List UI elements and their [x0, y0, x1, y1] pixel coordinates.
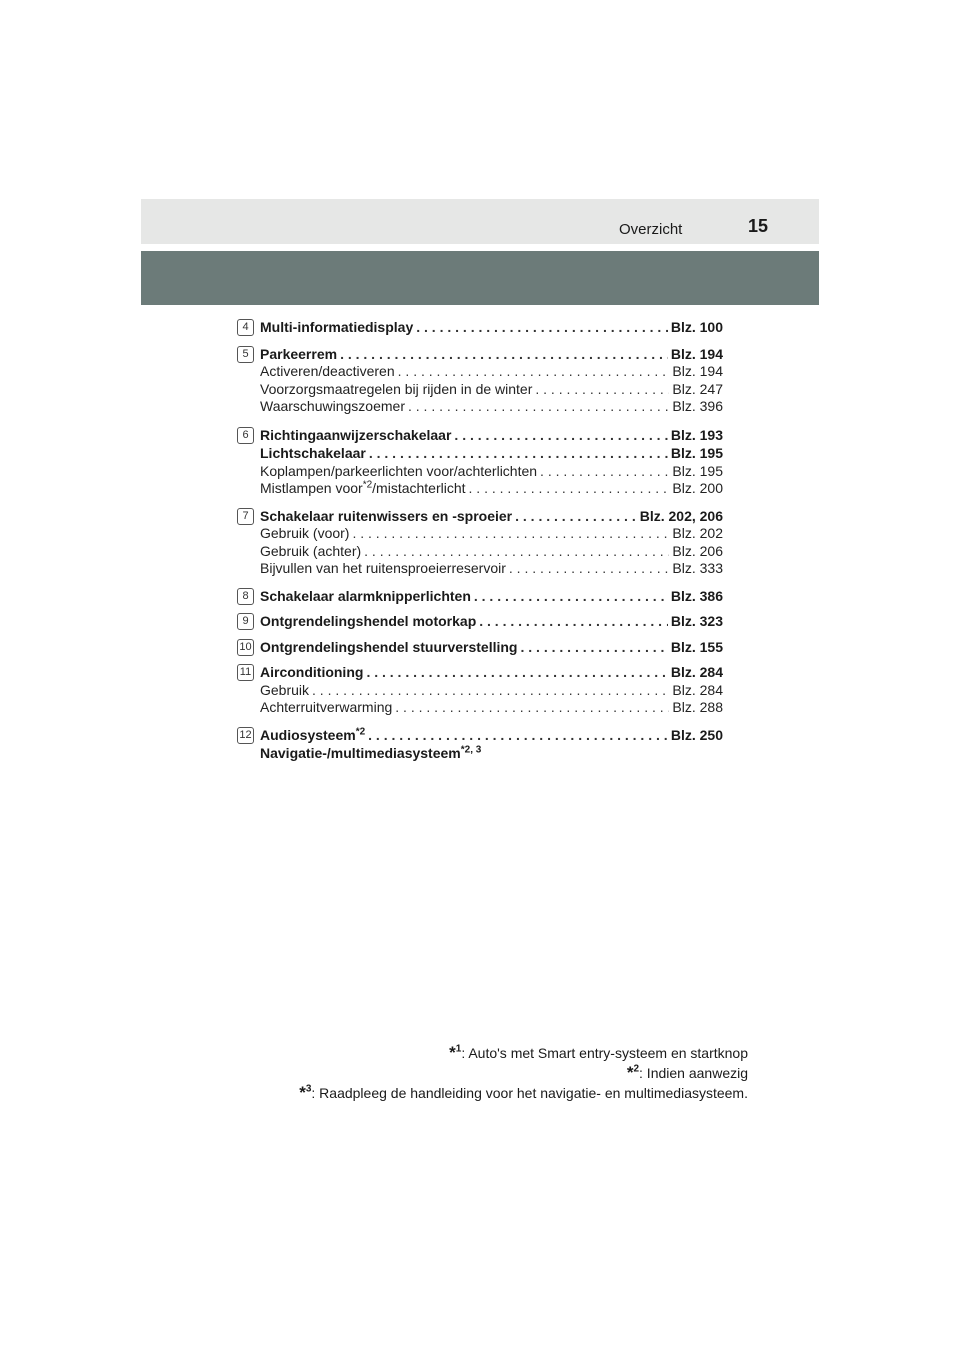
item-number-badge: 10: [237, 639, 254, 656]
entry-text: [260, 381, 532, 399]
entry-label: Koplampen/parkeerlichten voor/achterlichten: [260, 462, 538, 479]
index-entry: [237, 318, 723, 337]
index-entry: [237, 638, 723, 657]
index-sub-line: [260, 560, 723, 578]
index-entry: [237, 507, 723, 578]
entry-label: Multi-informatiedisplay: [260, 319, 414, 335]
footnote: [299, 1063, 748, 1083]
item-number-badge: 5: [237, 346, 254, 363]
leader-dots: [540, 463, 669, 481]
page-reference: Blz. 193: [670, 426, 723, 443]
page-reference: Blz. 284: [672, 681, 723, 698]
page-reference: Blz. 194: [670, 345, 723, 362]
entry-label: Mistlampen voor: [260, 480, 363, 496]
footnote: [299, 1083, 748, 1103]
index-entry: [237, 612, 723, 631]
page-reference: Blz. 206: [672, 542, 723, 559]
entry-label: Schakelaar alarmknipperlichten: [260, 587, 471, 604]
page-reference: Blz. 247: [672, 380, 723, 397]
page-reference: Blz. 202: [672, 525, 723, 541]
entry-text: [260, 699, 392, 717]
index-sub-line: [260, 699, 723, 717]
entry-text: [260, 444, 366, 463]
index-list: [237, 318, 723, 763]
index-entry: [237, 587, 723, 606]
entry-label: Schakelaar ruitenwissers en -sproeier: [260, 507, 513, 524]
page-reference: Blz. 195: [672, 462, 723, 479]
footnote-text: : Indien aanwezig: [639, 1065, 748, 1081]
entry-text: [260, 744, 481, 763]
entry-text: [260, 345, 337, 364]
index-entry: [237, 726, 723, 763]
entry-label: Achterruitverwarming: [260, 699, 393, 715]
footnote-marker: *$^3$: [299, 1083, 312, 1102]
page-reference: Blz. 250: [670, 726, 723, 743]
entry-text: [260, 318, 413, 337]
entry-label-suffix: /mistachterlicht: [372, 480, 466, 496]
entry-label: Parkeerrem: [260, 345, 338, 362]
footnote-mark: *2: [355, 725, 366, 737]
index-sub-line: [260, 398, 723, 416]
index-heading-line: [260, 744, 723, 763]
index-entry: [237, 345, 723, 416]
entry-text: [260, 463, 537, 481]
section-title: Overzicht: [619, 221, 683, 238]
page-reference: Blz. 288: [672, 699, 723, 715]
footnote-mark: *2, 3: [460, 744, 482, 756]
leader-dots: [416, 318, 668, 337]
item-number-badge: 6: [237, 427, 254, 444]
index-heading-line: [260, 587, 723, 606]
entry-label: Voorzorgsmaatregelen bij rijden in de winter: [260, 380, 533, 397]
item-number-badge: 11: [237, 664, 254, 681]
leader-dots: [479, 612, 668, 631]
leader-dots: [398, 363, 670, 381]
leader-dots: [340, 345, 668, 364]
entry-text: [260, 726, 365, 745]
footnote-text: : Raadpleeg de handleiding voor het navigatie- en multimediasysteem.: [311, 1085, 748, 1101]
entry-text: [260, 663, 363, 682]
entry-text: [260, 682, 309, 700]
entry-label: Navigatie-/multimediasysteem: [260, 745, 461, 761]
leader-dots: [515, 507, 637, 526]
leader-dots: [469, 480, 670, 498]
leader-dots: [535, 381, 669, 399]
entry-text: [260, 398, 405, 416]
footnote-marker: *$^1$: [449, 1043, 462, 1062]
index-heading-line: [260, 726, 723, 745]
entry-label: Audiosysteem: [260, 726, 356, 743]
entry-label: Activeren/deactiveren: [260, 363, 395, 379]
page-reference: Blz. 100: [670, 319, 723, 335]
index-sub-line: [260, 381, 723, 399]
title-band: [141, 251, 819, 305]
entry-text: [260, 587, 471, 606]
page-number: 15: [748, 216, 769, 236]
leader-dots: [408, 398, 669, 416]
index-heading-line: [260, 444, 723, 463]
leader-dots: [368, 726, 668, 745]
index-heading-line: [260, 638, 723, 657]
index-sub-line: [260, 463, 723, 481]
entry-text: [260, 560, 506, 578]
index-sub-line: [260, 682, 723, 700]
entry-text: [260, 507, 512, 526]
entry-text: [260, 363, 395, 381]
leader-dots: [366, 663, 667, 682]
entry-text: [260, 480, 466, 498]
footnote-mark: *2: [362, 480, 373, 491]
index-heading-line: [260, 318, 723, 337]
index-sub-line: [260, 525, 723, 543]
entry-label: Gebruik (voor): [260, 525, 350, 541]
leader-dots: [352, 525, 669, 543]
leader-dots: [474, 587, 668, 606]
leader-dots: [509, 560, 670, 578]
page-reference: Blz. 396: [672, 398, 723, 414]
footnote: [299, 1043, 748, 1063]
item-number-badge: 9: [237, 613, 254, 630]
leader-dots: [454, 426, 667, 445]
page-reference: Blz. 202, 206: [639, 507, 723, 524]
entry-label: Gebruik (achter): [260, 542, 362, 559]
leader-dots: [369, 444, 668, 463]
index-heading-line: [260, 426, 723, 445]
entry-label: Bijvullen van het ruitensproeierreservoir: [260, 560, 506, 576]
item-number-badge: 7: [237, 508, 254, 525]
index-sub-line: [260, 480, 723, 498]
entry-text: [260, 426, 451, 445]
item-number-badge: 8: [237, 588, 254, 605]
entry-text: [260, 612, 476, 631]
leader-dots: [364, 543, 669, 561]
footnote-marker: *$^2$: [626, 1063, 640, 1082]
entry-label: Airconditioning: [260, 664, 364, 680]
index-heading-line: [260, 612, 723, 631]
page-reference: Blz. 195: [670, 445, 723, 461]
footnotes: [299, 1043, 748, 1103]
entry-label: Richtingaanwijzerschakelaar: [260, 426, 452, 443]
index-heading-line: [260, 507, 723, 526]
index-sub-line: [260, 543, 723, 561]
index-heading-line: [260, 345, 723, 364]
page-reference: Blz. 155: [670, 638, 723, 655]
entry-text: [260, 525, 349, 543]
footnote-text: : Auto's met Smart entry-systeem en startknop: [461, 1045, 748, 1061]
page-reference: Blz. 333: [672, 560, 723, 576]
index-heading-line: [260, 663, 723, 682]
leader-dots: [312, 682, 669, 700]
page-reference: Blz. 284: [670, 664, 723, 680]
item-number-badge: 4: [237, 319, 254, 336]
entry-label: Gebruik: [260, 681, 310, 698]
header-band: [141, 199, 819, 244]
index-sub-line: [260, 363, 723, 381]
entry-label: Waarschuwingszoemer: [260, 398, 405, 414]
entry-text: [260, 638, 517, 657]
page-reference: Blz. 194: [672, 363, 723, 379]
entry-text: [260, 543, 361, 561]
index-entry: [237, 663, 723, 717]
item-number-badge: 12: [237, 727, 254, 744]
index-entry: [237, 426, 723, 498]
page-reference: Blz. 323: [670, 613, 723, 629]
leader-dots: [520, 638, 667, 657]
entry-label: Ontgrendelingshendel motorkap: [260, 613, 477, 629]
entry-label: Lichtschakelaar: [260, 445, 366, 461]
page-reference: Blz. 386: [670, 587, 723, 604]
page-reference: Blz. 200: [672, 480, 723, 496]
leader-dots: [395, 699, 669, 717]
entry-label: Ontgrendelingshendel stuurverstelling: [260, 638, 518, 655]
